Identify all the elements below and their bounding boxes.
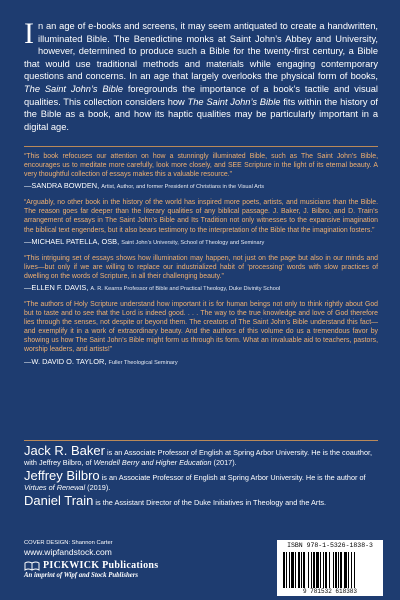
description-text-2: foregrounds the importance of a book’s tactile and visual qualities. This collection considers how xyxy=(24,83,378,107)
book-description xyxy=(24,17,379,133)
endorser-role: Fuller Theological Seminary xyxy=(108,359,178,366)
endorser-role: A. R. Kearns Professor of Bible and Practical Theology, Duke Divinity School xyxy=(90,285,281,292)
endorsement-attribution xyxy=(24,237,378,248)
endorser-name: —ELLEN F. DAVIS, xyxy=(24,282,89,292)
endorsement-text: “Arguably, no other book in the history of the world has inspired more poets, artists, and musicians than the Bible. The reason goes far deeper than the literary qualities of any biblical passage. J. Baker, J. Bilbro, and D. Train’s arrangement of essays in The Saint John’s Bible and Its Tradition not only witnesses to the expansive imagination the biblical text engenders, but it also bears testimony to the interpretation of the Bible that the imagination fosters.” xyxy=(24,199,378,234)
author-name: Daniel Train xyxy=(24,493,94,509)
endorsement-text: “The authors of Holy Scripture understand how important it is for human beings not only to think rightly about God but to taste and to see that the Lord is indeed good. . . . The way to the true knowledge and love of God therefore lies through the senses, not despite or beyond them. The creators of The Saint John’s Bible understand this fact—and exemplify it in a work of extraordinary beauty. And the authors of this volume do us a tremendous favor by showing us how The Saint John’s Bible might form us through its form. What an invaluable aid to teachers, pastors, worship leaders, and artists!” xyxy=(24,300,378,354)
endorsement xyxy=(24,300,378,368)
divider-rule xyxy=(24,146,378,147)
description-text-3: fits within the history of the Bible as a book, and how its haptic qualities may be particularly important in a digital age. xyxy=(24,96,379,132)
publisher-logo xyxy=(24,560,224,571)
author-bio xyxy=(24,468,378,492)
endorser-role: Saint John’s University, School of Theology and Seminary xyxy=(121,239,265,246)
description-book-title: The Saint John’s Bible xyxy=(24,83,124,94)
publisher-name: PICKWICK Publications xyxy=(43,560,159,571)
endorsement-attribution xyxy=(24,357,378,368)
endorser-name: —W. DAVID O. TAYLOR, xyxy=(24,356,107,366)
endorsement-attribution xyxy=(24,181,378,192)
barcode-digits: 9 781532 618383 xyxy=(302,588,357,595)
bio-book-title: Wendell Berry and Higher Education xyxy=(93,457,212,467)
endorsement-text: “This intriguing set of essays shows how illumination may happen, not just on the page but also in our minds and lives—but only if we are willing to replace our industrialized habit of ‘processing’ words with slow practices of dwelling on the words of Scripture, in all their challenging beauty.” xyxy=(24,254,378,280)
endorser-name: —MICHAEL PATELLA, OSB, xyxy=(24,236,120,246)
endorser-role: Artist, Author, and former President of Christians in the Visual Arts xyxy=(101,184,265,191)
publisher-credits xyxy=(24,540,224,579)
barcode-bars xyxy=(283,552,377,588)
bio-text: is the Assistant Director of the Duke Initiatives in Theology and the Arts. xyxy=(93,498,327,508)
publisher-website: www.wipfandstock.com xyxy=(24,547,112,557)
endorsement-attribution xyxy=(24,283,378,294)
author-bio xyxy=(24,443,378,467)
drop-cap: I xyxy=(24,17,34,50)
divider-rule xyxy=(24,440,378,441)
bio-tail: (2017). xyxy=(211,457,237,467)
endorsement xyxy=(24,198,378,247)
author-bio xyxy=(24,493,378,509)
author-name: Jeffrey Bilbro xyxy=(24,468,100,484)
endorsement xyxy=(24,152,378,192)
isbn-barcode xyxy=(277,540,383,596)
endorsements xyxy=(24,152,378,374)
author-name: Jack R. Baker xyxy=(24,443,105,458)
endorsement xyxy=(24,254,378,294)
bio-text: is an Associate Professor of English at Spring Arbor University. He is the coauthor, with Jeffrey Bilbro, of xyxy=(24,448,373,467)
bio-text: is an Associate Professor of English at Spring Arbor University. He is the author of xyxy=(99,473,366,483)
description-text-1: n an age of e-books and screens, it may seem antiquated to create a handwritten, illuminated Bible. The Benedictine monks at Saint John’s Abbey and University, however, determined to produce such a Bible for the twenty-first century, a Bible that would use traditional methods and materials while engaging contemporary questions and concerns. In an age that largely overlooks the physical form of books, xyxy=(24,21,378,82)
open-book-icon xyxy=(24,561,40,571)
endorser-name: —SANDRA BOWDEN, xyxy=(24,181,100,191)
author-bios xyxy=(24,443,378,512)
cover-design-credit: COVER DESIGN: Shannon Carter xyxy=(24,540,113,546)
description-book-title: The Saint John’s Bible xyxy=(187,96,281,107)
endorsement-text: “This book refocuses our attention on how a stunningly illuminated Bible, such as The Saint John’s Bible, encourages us to meditate more carefully, look more closely, and SEE Scripture in the light of its eternal beauty. A very thoughtful collection of essays makes this a valuable resource.” xyxy=(24,153,378,179)
bio-book-title: Virtues of Renewal xyxy=(24,482,86,492)
bio-tail: (2019). xyxy=(85,482,111,492)
imprint-line: An imprint of Wipf and Stock Publishers xyxy=(24,572,139,579)
isbn-number: ISBN 978-1-5326-1838-3 xyxy=(287,542,373,549)
